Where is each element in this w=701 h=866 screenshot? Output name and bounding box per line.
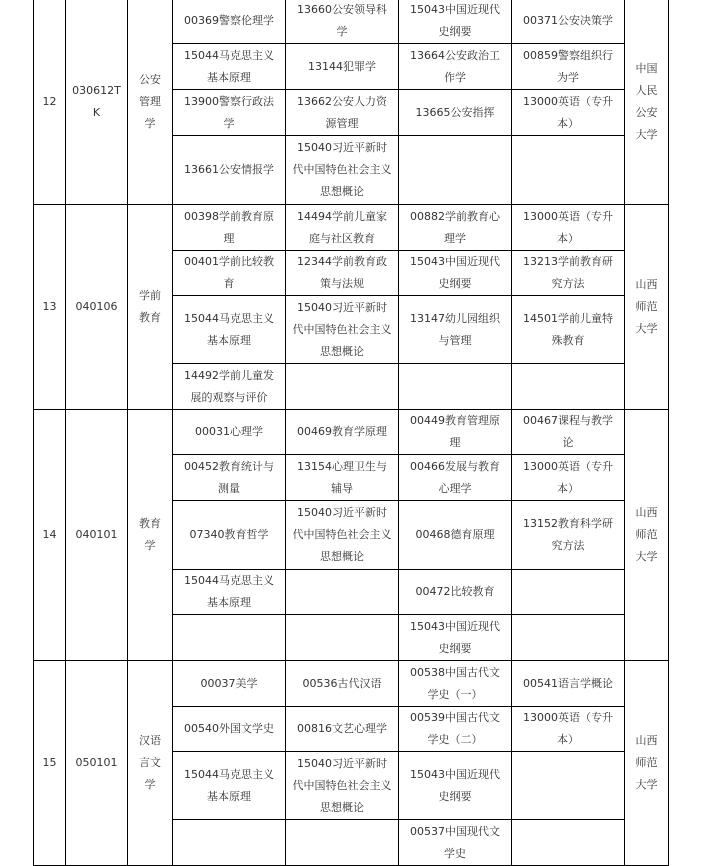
course-cell: 13900警察行政法学 [173, 90, 286, 136]
table-row [34, 410, 669, 455]
course-cell: 00037美学 [173, 661, 286, 707]
row-number: 15 [34, 661, 66, 866]
course-cell: 00537中国现代文学史 [399, 820, 512, 866]
course-cell: 00816文艺心理学 [286, 707, 399, 752]
major-code: 040106 [66, 205, 128, 410]
course-cell: 00467课程与教学论 [512, 410, 625, 455]
course-cell [512, 364, 625, 410]
course-cell: 13660公安领导科学 [286, 0, 399, 44]
course-cell: 15040习近平新时代中国特色社会主义思想概论 [286, 296, 399, 364]
course-cell: 13213学前教育研究方法 [512, 251, 625, 296]
table-row [34, 205, 669, 251]
course-cell: 00469教育学原理 [286, 410, 399, 455]
course-cell: 13144犯罪学 [286, 44, 399, 90]
school-name: 山西师范大学 [625, 661, 669, 866]
major-name: 学前教育 [128, 205, 173, 410]
course-cell [512, 615, 625, 661]
course-cell: 15044马克思主义基本原理 [173, 752, 286, 820]
course-cell [173, 615, 286, 661]
course-cell: 14492学前儿童发展的观察与评价 [173, 364, 286, 410]
course-cell: 15040习近平新时代中国特色社会主义思想概论 [286, 136, 399, 205]
course-cell: 15044马克思主义基本原理 [173, 570, 286, 615]
course-cell: 13000英语（专升本） [512, 205, 625, 251]
major-name: 教育学 [128, 410, 173, 661]
course-cell: 12344学前教育政策与法规 [286, 251, 399, 296]
course-cell: 00538中国古代文学史（一） [399, 661, 512, 707]
major-name: 公安管理学 [128, 0, 173, 205]
course-cell: 00539中国古代文学史（二） [399, 707, 512, 752]
course-cell: 00541语言学概论 [512, 661, 625, 707]
course-cell [173, 820, 286, 866]
course-cell: 00540外国文学史 [173, 707, 286, 752]
course-cell [512, 136, 625, 205]
school-name: 山西师范大学 [625, 410, 669, 661]
course-cell: 00369警察伦理学 [173, 0, 286, 44]
school-name: 中国人民公安大学 [625, 0, 669, 205]
course-cell: 13154心理卫生与辅导 [286, 455, 399, 501]
course-table-wrapper [33, 0, 669, 866]
course-cell: 00472比较教育 [399, 570, 512, 615]
course-cell [512, 570, 625, 615]
course-cell: 00449教育管理原理 [399, 410, 512, 455]
course-cell: 15044马克思主义基本原理 [173, 296, 286, 364]
course-cell [399, 136, 512, 205]
table-row [34, 0, 669, 44]
course-cell: 00536古代汉语 [286, 661, 399, 707]
course-cell: 00371公安决策学 [512, 0, 625, 44]
course-cell: 13000英语（专升本） [512, 707, 625, 752]
course-cell: 15040习近平新时代中国特色社会主义思想概论 [286, 501, 399, 570]
course-cell: 00031心理学 [173, 410, 286, 455]
course-cell: 15040习近平新时代中国特色社会主义思想概论 [286, 752, 399, 820]
course-cell: 15043中国近现代史纲要 [399, 251, 512, 296]
course-cell [399, 364, 512, 410]
course-cell: 14501学前儿童特殊教育 [512, 296, 625, 364]
course-cell: 13147幼儿园组织与管理 [399, 296, 512, 364]
course-table [33, 0, 669, 866]
course-cell: 07340教育哲学 [173, 501, 286, 570]
course-cell: 15043中国近现代史纲要 [399, 0, 512, 44]
table-row [34, 661, 669, 707]
major-code: 050101 [66, 661, 128, 866]
course-cell: 00859警察组织行为学 [512, 44, 625, 90]
course-cell: 13661公安情报学 [173, 136, 286, 205]
school-name: 山西师范大学 [625, 205, 669, 410]
course-cell: 15044马克思主义基本原理 [173, 44, 286, 90]
course-cell [512, 820, 625, 866]
course-cell: 13664公安政治工作学 [399, 44, 512, 90]
course-cell: 00468德育原理 [399, 501, 512, 570]
course-cell [512, 752, 625, 820]
course-cell: 00398学前教育原理 [173, 205, 286, 251]
course-cell [286, 615, 399, 661]
course-cell [286, 820, 399, 866]
course-cell: 00466发展与教育心理学 [399, 455, 512, 501]
course-cell: 00452教育统计与测量 [173, 455, 286, 501]
major-name: 汉语言文学 [128, 661, 173, 866]
course-cell: 13000英语（专升本） [512, 90, 625, 136]
row-number: 13 [34, 205, 66, 410]
course-cell: 13665公安指挥 [399, 90, 512, 136]
course-cell: 13000英语（专升本） [512, 455, 625, 501]
row-number: 14 [34, 410, 66, 661]
course-cell: 13662公安人力资源管理 [286, 90, 399, 136]
major-code: 030612TK [66, 0, 128, 205]
major-code: 040101 [66, 410, 128, 661]
course-cell: 15043中国近现代史纲要 [399, 752, 512, 820]
course-cell: 15043中国近现代史纲要 [399, 615, 512, 661]
course-cell [286, 364, 399, 410]
row-number: 12 [34, 0, 66, 205]
course-cell: 14494学前儿童家庭与社区教育 [286, 205, 399, 251]
course-cell: 00882学前教育心理学 [399, 205, 512, 251]
course-cell: 00401学前比较教育 [173, 251, 286, 296]
course-cell [286, 570, 399, 615]
course-cell: 13152教育科学研究方法 [512, 501, 625, 570]
